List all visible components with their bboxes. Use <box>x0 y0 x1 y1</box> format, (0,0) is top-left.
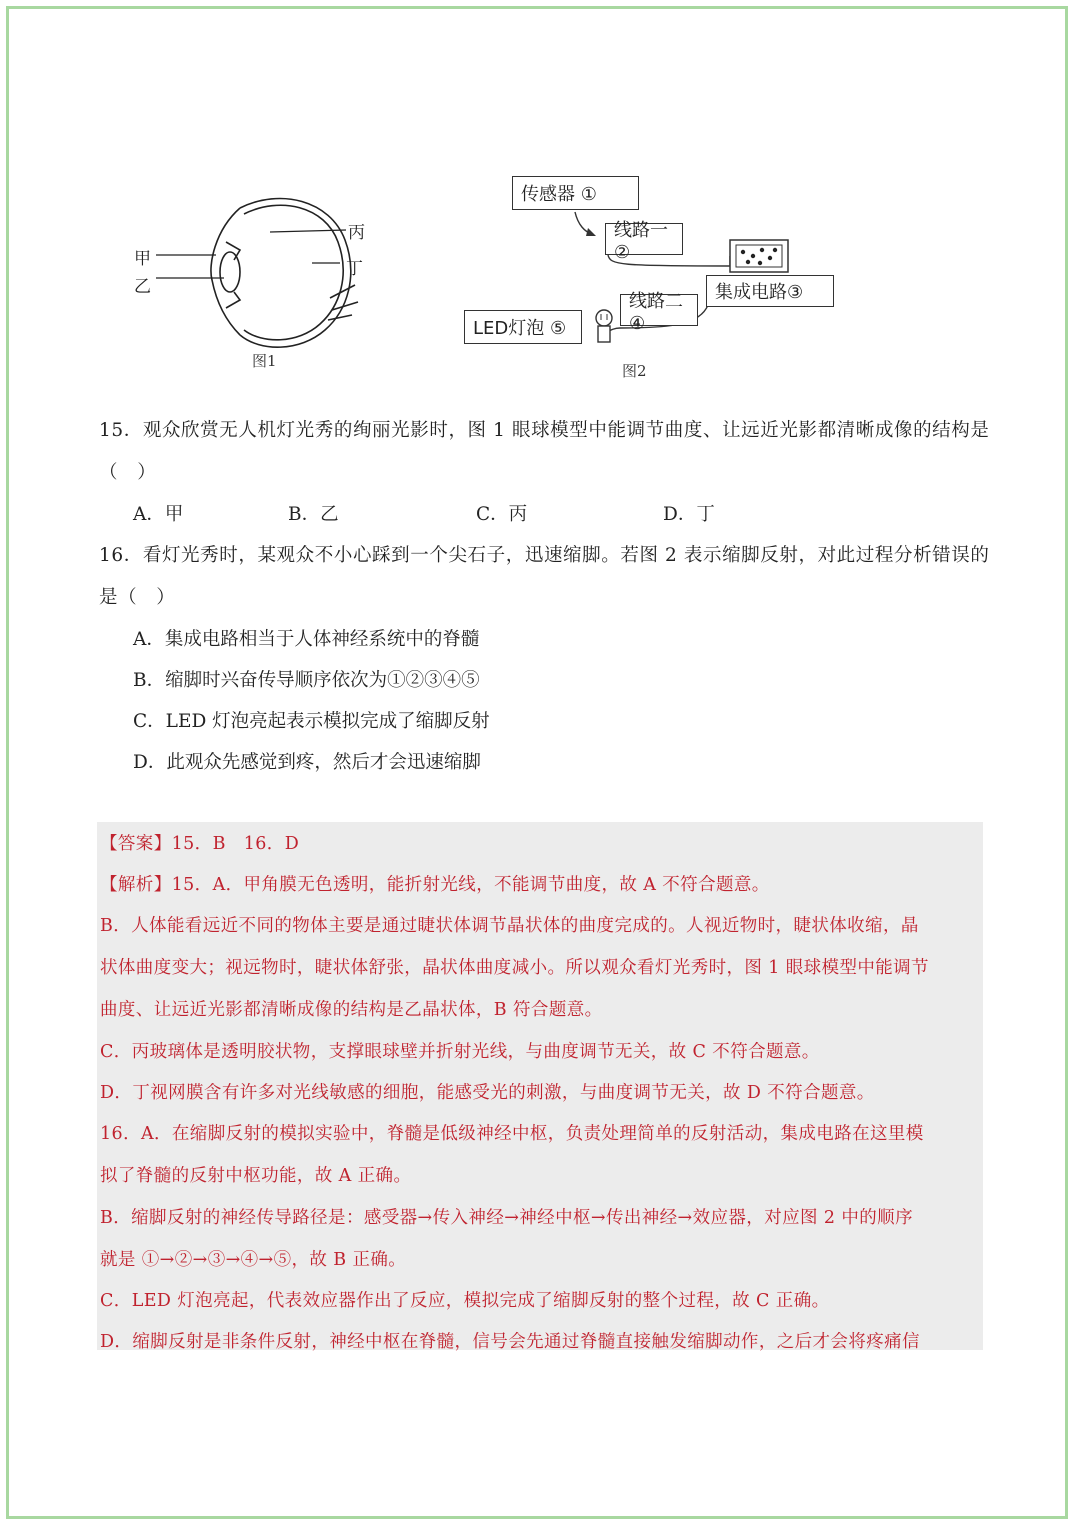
q16-stem-line2: 是（ ） <box>99 587 176 608</box>
explanation-line: 曲度、让远近光影都清晰成像的结构是乙晶状体，B 符合题意。 <box>100 1000 603 1020</box>
label-ding: 丁 <box>346 259 363 279</box>
explanation-line: D．丁视网膜含有许多对光线敏感的细胞，能感受光的刺激，与曲度调节无关，故 D 不符合题意。 <box>100 1083 875 1103</box>
answer-line: 【答案】15．B 16．D <box>100 834 300 854</box>
explanation-line: B．缩脚反射的神经传导路径是：感受器→传入神经→神经中枢→传出神经→效应器，对应图 2 中的顺序 <box>100 1208 913 1228</box>
q15-stem-line2: （ ） <box>99 462 157 483</box>
explanation-line: D．缩脚反射是非条件反射，神经中枢在脊髓，信号会先通过脊髓直接触发缩脚动作，之后才会将疼痛信 <box>100 1332 920 1352</box>
explanation-line: 就是 ①→②→③→④→⑤，故 B 正确。 <box>100 1250 407 1270</box>
q15-option-b[interactable]: B．乙 <box>288 504 339 525</box>
explanation-line: 16．A．在缩脚反射的模拟实验中，脊髓是低级神经中枢，负责处理简单的反射活动，集成电路在这里模 <box>100 1124 924 1144</box>
q16-option-c[interactable]: C．LED 灯泡亮起表示模拟完成了缩脚反射 <box>133 711 490 732</box>
explanation-line: C．丙玻璃体是透明胶状物，支撑眼球壁并折射光线，与曲度调节无关，故 C 不符合题意。 <box>100 1042 820 1062</box>
explanation-line: 状体曲度变大；视远物时，睫状体舒张，晶状体曲度减小。所以观众看灯光秀时，图 1 眼球模型中能调节 <box>100 958 929 978</box>
sensor-box: 传感器 ① <box>512 176 639 210</box>
q16-option-b[interactable]: B．缩脚时兴奋传导顺序依次为①②③④⑤ <box>133 670 480 691</box>
figure-2-circuit <box>460 170 840 385</box>
q16-stem-line1: 16．看灯光秀时，某观众不小心踩到一个尖石子，迅速缩脚。若图 2 表示缩脚反射，对此过程分析错误的 <box>99 545 990 566</box>
explanation-line: B．人体能看远近不同的物体主要是通过睫状体调节晶状体的曲度完成的。人视近物时，睫状体收缩，晶 <box>100 916 919 936</box>
figure-1-caption: 图1 <box>252 352 277 370</box>
label-yi: 乙 <box>134 277 151 297</box>
q16-option-d[interactable]: D．此观众先感觉到疼，然后才会迅速缩脚 <box>133 752 481 773</box>
line1-box: 线路一② <box>605 223 683 255</box>
led-box: LED灯泡 ⑤ <box>464 310 582 344</box>
q15-stem-line1: 15．观众欣赏无人机灯光秀的绚丽光影时，图 1 眼球模型中能调节曲度、让远近光影都清晰成像的结构是 <box>99 420 990 441</box>
explanation-line: C．LED 灯泡亮起，代表效应器作出了反应，模拟完成了缩脚反射的整个过程，故 C 正确。 <box>100 1291 830 1311</box>
q16-option-a[interactable]: A．集成电路相当于人体神经系统中的脊髓 <box>133 629 480 650</box>
q15-option-c[interactable]: C．丙 <box>476 504 528 525</box>
label-jia: 甲 <box>134 249 151 269</box>
explanation-line: 【解析】15．A．甲角膜无色透明，能折射光线，不能调节曲度，故 A 不符合题意。 <box>100 875 770 895</box>
figure-2-caption: 图2 <box>622 362 647 380</box>
q15-option-a[interactable]: A．甲 <box>133 504 184 525</box>
label-bing: 丙 <box>348 223 365 243</box>
figure-1-eye <box>130 180 380 380</box>
q15-option-d[interactable]: D．丁 <box>663 504 715 525</box>
explanation-line: 拟了脊髓的反射中枢功能，故 A 正确。 <box>100 1166 412 1186</box>
ic-box: 集成电路③ <box>706 275 834 307</box>
answer-panel <box>97 822 983 1350</box>
line2-box: 线路二④ <box>620 294 698 326</box>
